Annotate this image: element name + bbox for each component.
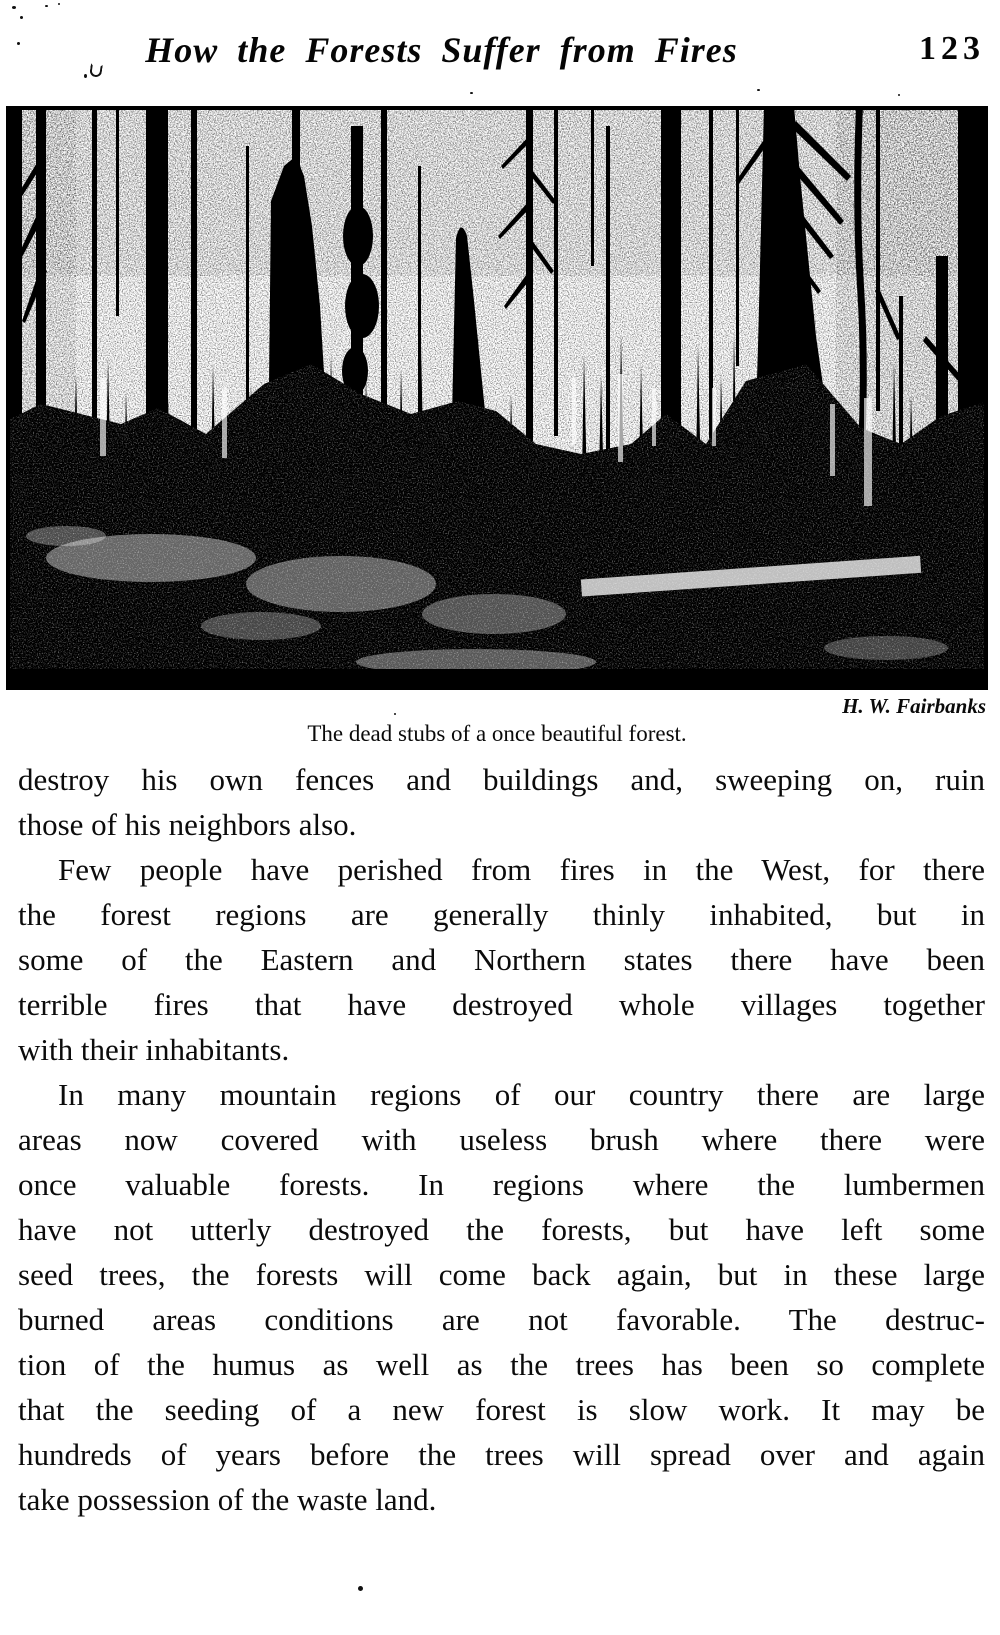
paragraph [18,1072,985,1522]
scan-speck [898,94,900,96]
scan-speck [757,89,760,91]
text-line: once valuable forests. In regions where the lumbermen [18,1167,985,1202]
scan-speck [470,92,473,94]
text-line: areas now covered with useless brush where there were [18,1122,985,1157]
text-line: that the seeding of a new forest is slow work. It may be [18,1392,985,1427]
figure [6,106,988,747]
photo-credit: H. W. Fairbanks [842,694,986,718]
text-line: hundreds of years before the trees will spread over and again [18,1437,985,1472]
running-title: How the Forests Suffer from Fires [145,30,738,70]
body-text [18,757,985,1522]
photo-caption: The dead stubs of a once beautiful forest. [307,721,687,746]
text-line: destroy his own fences and buildings and, sweeping on, ruin [18,762,985,797]
page-number: 123 [919,30,985,67]
scan-speck [358,1586,363,1591]
text-line: the forest regions are generally thinly inhabited, but in [18,897,985,932]
text-line: with their inhabitants. [18,1032,290,1067]
scan-speck [12,6,16,9]
paragraph [18,847,985,1072]
text-line: burned areas conditions are not favorable. The destruc- [18,1302,985,1337]
text-line: take possession of the waste land. [18,1482,437,1517]
scan-speck [84,74,87,78]
page-header [18,28,985,72]
scan-speck [20,16,23,19]
text-line: have not utterly destroyed the forests, but have left some [18,1212,985,1247]
text-line: some of the Eastern and Northern states there have been [18,942,985,977]
text-line: those of his neighbors also. [18,807,357,842]
scan-speck [58,3,60,5]
text-line: terrible fires that have destroyed whole villages together [18,987,985,1022]
scan-speck [45,5,48,7]
text-line: Few people have perished from fires in the West, for there [58,852,985,887]
paragraph [18,757,985,847]
text-line: seed trees, the forests will come back again, but in these large [18,1257,985,1292]
photo-burned-forest [6,106,988,690]
text-line: In many mountain regions of our country there are large [58,1077,985,1112]
text-line: tion of the humus as well as the trees has been so complete [18,1347,985,1382]
